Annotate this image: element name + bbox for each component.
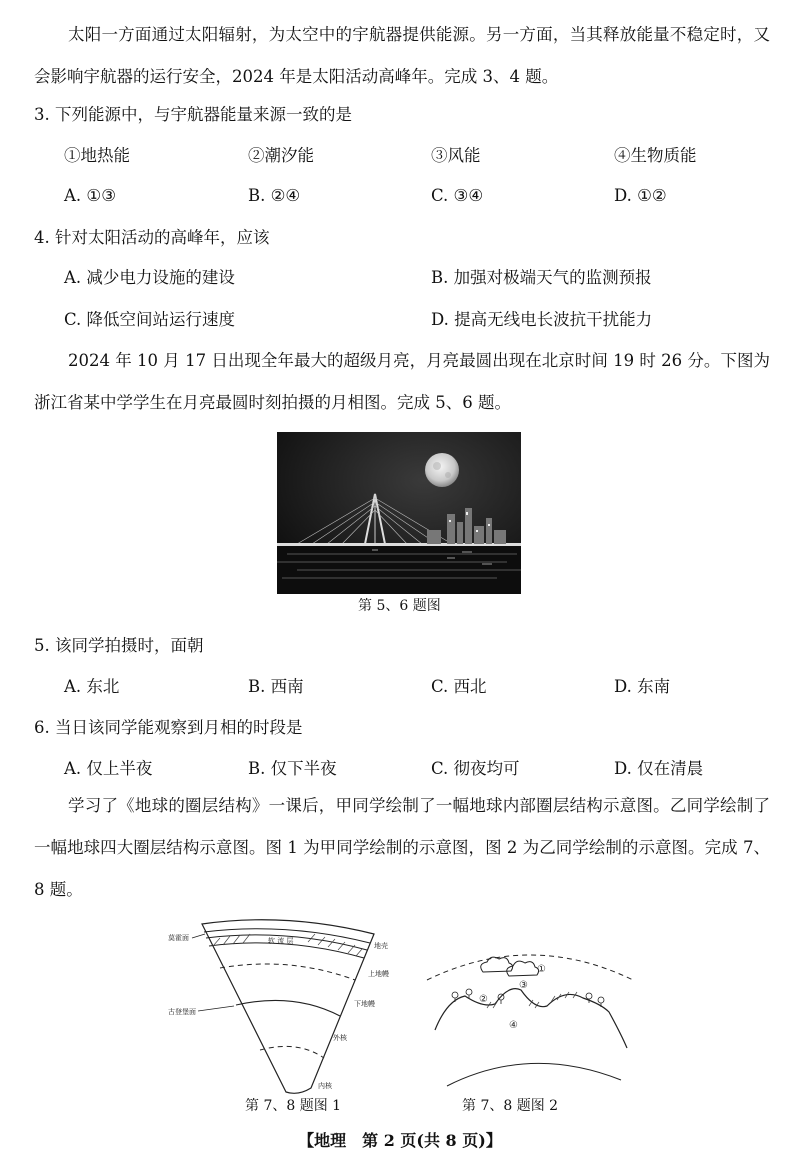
label-moho: 莫霍面 <box>168 934 189 942</box>
label-gutenberg: 古登堡面 <box>168 1008 196 1016</box>
q4-option-c: C. 降低空间站运行速度 <box>64 310 236 329</box>
passage-1: 太阳一方面通过太阳辐射，为太空中的宇航器提供能源。另一方面，当其释放能量不稳定时，又会影响宇航器的运行安全，2024 年是太阳活动高峰年。完成 3、4 题。 <box>34 25 770 86</box>
label-outer-core: 外核 <box>333 1034 347 1042</box>
label-upper-mantle: 上地幔 <box>368 970 389 978</box>
photo-caption: 第 5、6 题图 <box>358 598 441 614</box>
q3-option-d: D. ①② <box>614 186 667 205</box>
label-inner-core: 内核 <box>318 1082 332 1090</box>
q6-option-d: D. 仅在清晨 <box>614 759 704 778</box>
label-asthenosphere: 软 流 层 <box>268 937 294 945</box>
moon-bridge-photo <box>277 432 521 594</box>
q5-option-d: D. 东南 <box>614 677 671 696</box>
q5-option-c: C. 西北 <box>431 677 487 696</box>
figure-1-earth-interior <box>168 910 398 1100</box>
q3-option-c: C. ③④ <box>431 186 484 205</box>
passage-3: 学习了《地球的圈层结构》一课后，甲同学绘制了一幅地球内部圈层结构示意图。乙同学绘制了一幅地球四大圈层结构示意图。图 1 为甲同学绘制的示意图，图 2 为乙同学绘制的示意图。完成 7、8 题。 <box>34 796 770 899</box>
q3-option-a: A. ①③ <box>64 186 116 205</box>
label-lower-mantle: 下地幔 <box>354 1000 375 1008</box>
label-crust: 地壳 <box>374 942 388 950</box>
figure-2-caption: 第 7、8 题图 2 <box>462 1098 559 1114</box>
q4-option-b: B. 加强对极端天气的监测预报 <box>431 268 652 287</box>
q5-option-a: A. 东北 <box>64 677 120 696</box>
q6-option-b: B. 仅下半夜 <box>248 759 337 778</box>
q3-item-2: ②潮汐能 <box>248 146 314 165</box>
q5-option-b: B. 西南 <box>248 677 304 696</box>
q3-item-3: ③风能 <box>431 146 481 165</box>
question-4-stem: 4. 针对太阳活动的高峰年，应该 <box>34 228 270 247</box>
figure-2-four-spheres <box>425 940 635 1090</box>
page-footer: 【地理 第 2 页(共 8 页)】 <box>298 1131 502 1150</box>
passage-2: 2024 年 10 月 17 日出现全年最大的超级月亮，月亮最圆出现在北京时间 19 时 26 分。下图为浙江省某中学学生在月亮最圆时刻拍摄的月相图。完成 5、6 题。 <box>34 351 770 412</box>
question-3-stem: 3. 下列能源中，与宇航器能量来源一致的是 <box>34 105 352 124</box>
figure-1-caption: 第 7、8 题图 1 <box>245 1098 342 1114</box>
q4-option-d: D. 提高无线电长波抗干扰能力 <box>431 310 653 329</box>
question-5-stem: 5. 该同学拍摄时，面朝 <box>34 636 204 655</box>
q4-option-a: A. 减少电力设施的建设 <box>64 268 235 287</box>
question-6-stem: 6. 当日该同学能观察到月相的时段是 <box>34 718 303 737</box>
mark-3: ③ <box>519 980 528 991</box>
mark-4: ④ <box>509 1020 518 1031</box>
mark-1: ① <box>537 964 546 975</box>
q3-item-4: ④生物质能 <box>614 146 697 165</box>
q3-option-b: B. ②④ <box>248 186 301 205</box>
q6-option-a: A. 仅上半夜 <box>64 759 153 778</box>
q3-item-1: ①地热能 <box>64 146 130 165</box>
q6-option-c: C. 彻夜均可 <box>431 759 520 778</box>
mark-2: ② <box>479 994 488 1005</box>
